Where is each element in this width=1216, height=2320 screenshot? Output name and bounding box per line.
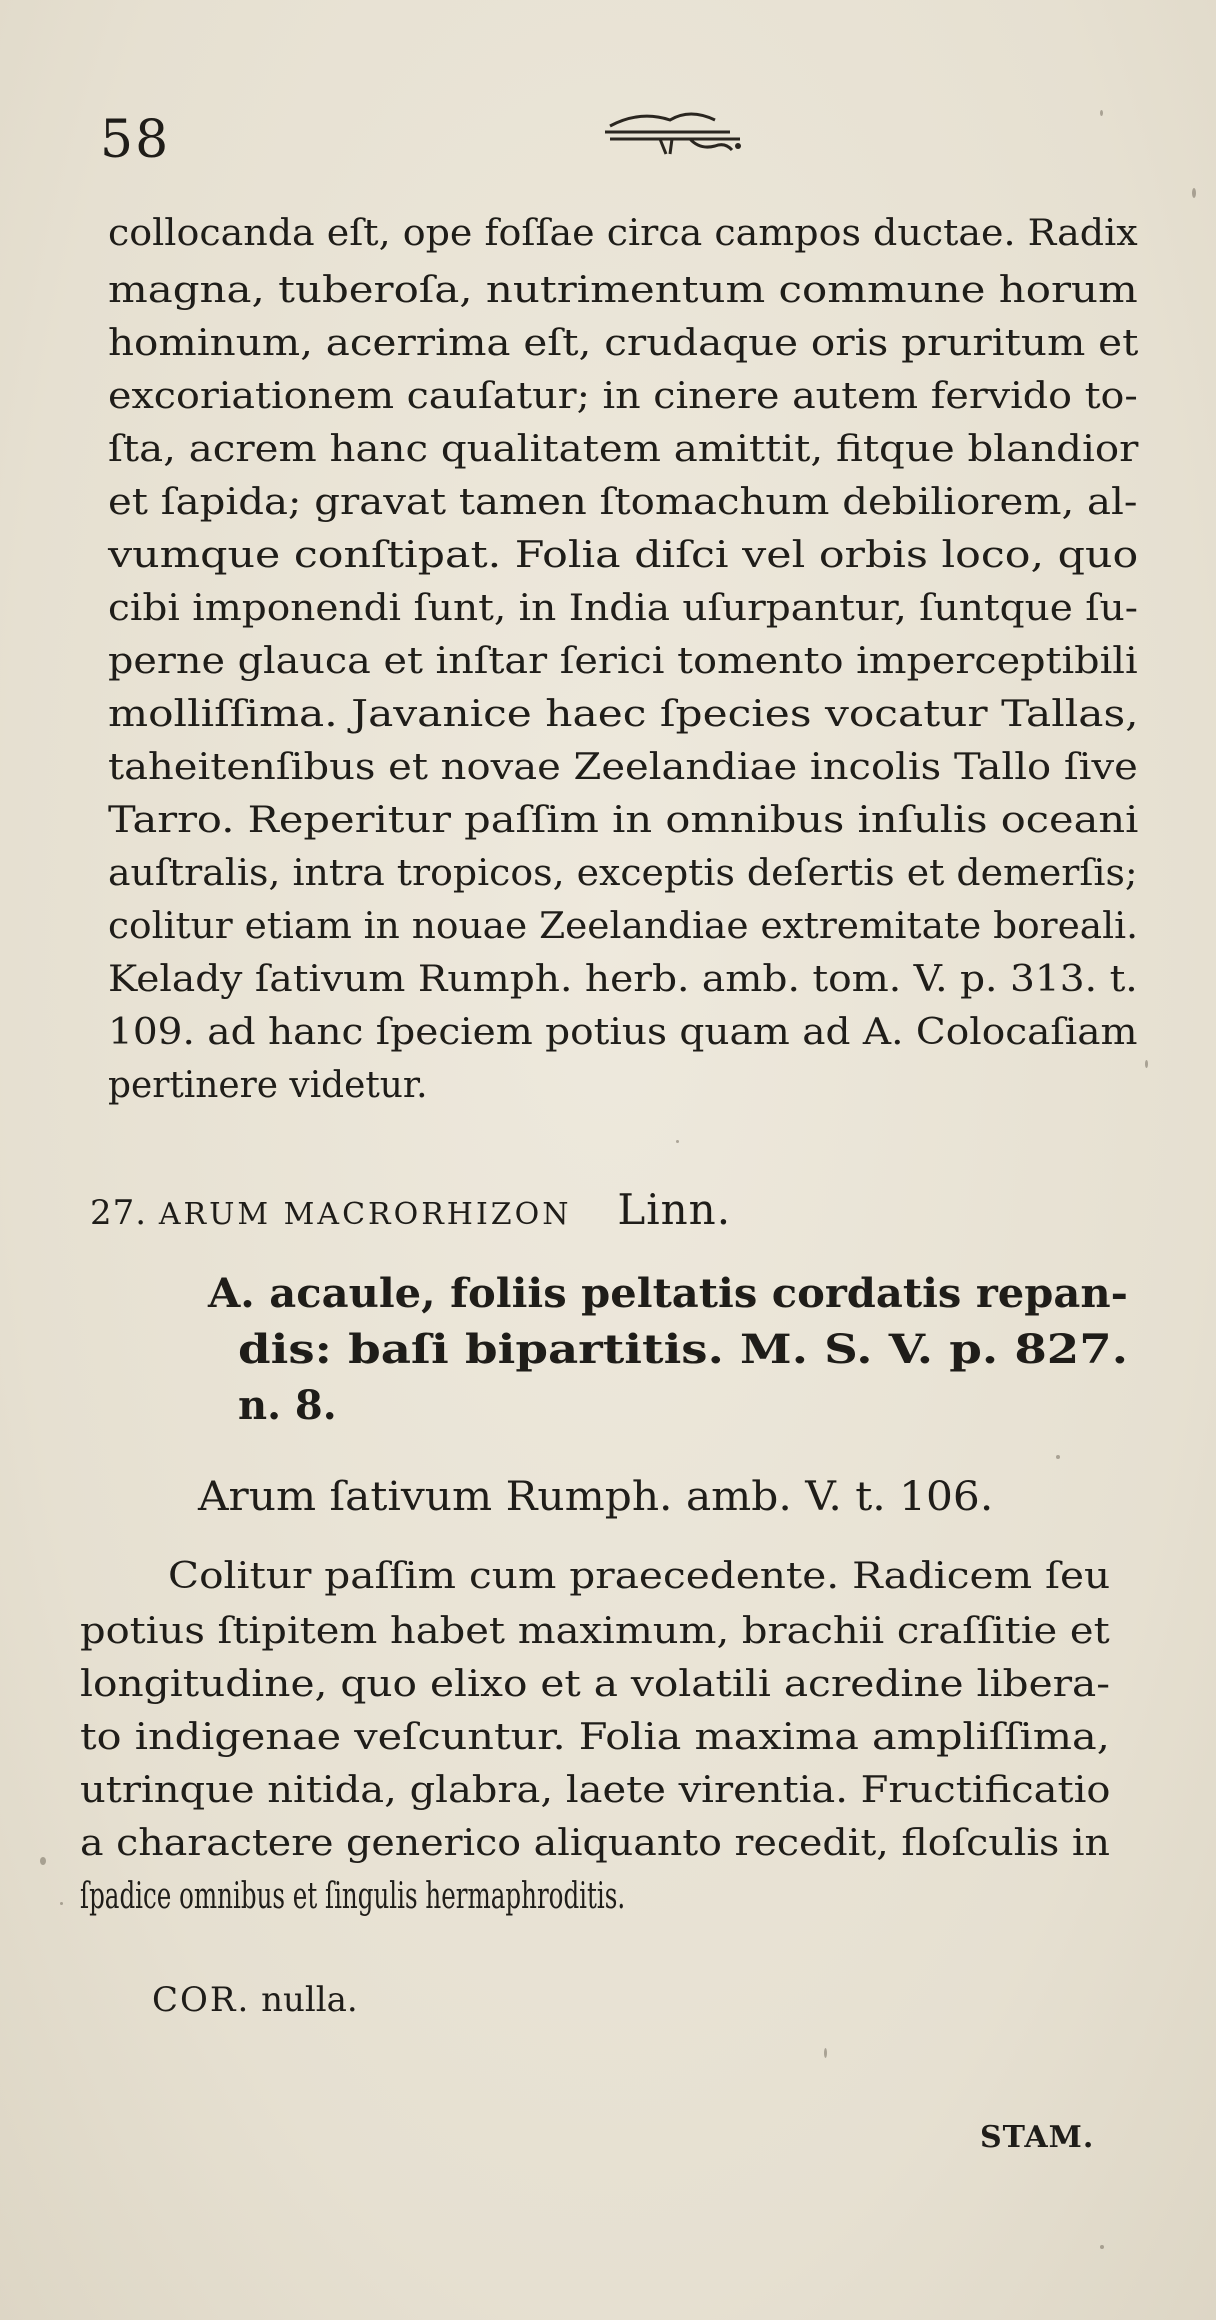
text-line: auſtralis, intra tropicos, exceptis deſertis et demerſis; bbox=[108, 853, 1138, 894]
text-line: Kelady ſativum Rumph. herb. amb. tom. V. p. 313. t. bbox=[108, 959, 1138, 1000]
paper-speck bbox=[824, 2048, 827, 2058]
diagnosis-line: n. 8. bbox=[238, 1382, 337, 1429]
text-line: hominum, acerrima eſt, crudaque oris pruritum et bbox=[108, 323, 1139, 364]
text-line: ſpadice omnibus et ſingulis hermaphroditis. bbox=[80, 1876, 626, 1917]
text-line: molliſſima. Javanice haec ſpecies vocatur Tallas, bbox=[108, 694, 1139, 735]
text-line: et ſapida; gravat tamen ſtomachum debiliorem, al- bbox=[108, 482, 1138, 523]
text-line: collocanda eſt, ope foſſae circa campos ductae. Radix bbox=[108, 213, 1138, 254]
text-line: magna, tuberoſa, nutrimentum commune horum bbox=[108, 270, 1138, 311]
text-line: cibi imponendi ſunt, in India uſurpantur, ſuntque ſu- bbox=[108, 588, 1138, 629]
text-line: a charactere generico aliquanto recedit, floſculis in bbox=[80, 1823, 1110, 1864]
text-line: Tarro. Reperitur paſſim in omnibus inſulis oceani bbox=[108, 800, 1139, 841]
species-name: ARUM MACRORHIZON bbox=[158, 1197, 572, 1232]
paper-speck bbox=[40, 1857, 46, 1865]
paper-speck bbox=[1100, 110, 1103, 116]
corolla-label: COR. bbox=[152, 1980, 251, 2020]
text-line: ſta, acrem hanc qualitatem amittit, fitque blandior bbox=[108, 429, 1139, 470]
corolla-text: nulla. bbox=[261, 1980, 358, 2020]
page-header bbox=[100, 100, 1150, 180]
diagnosis-line: dis: baſi bipartitis. M. S. V. p. 827. bbox=[238, 1326, 1128, 1373]
text-line: colitur etiam in nouae Zeelandiae extremitate boreali. bbox=[108, 906, 1139, 947]
text-line: taheitenſibus et novae Zeelandiae incolis Tallo ſive bbox=[108, 747, 1138, 788]
paper-speck bbox=[60, 1902, 63, 1905]
text-line: potius ſtipitem habet maximum, brachii craſſitie et bbox=[80, 1611, 1110, 1652]
corolla-entry bbox=[152, 1980, 358, 2020]
text-line: pertinere videtur. bbox=[108, 1065, 428, 1106]
text-line: longitudine, quo elixo et a volatili acredine libera- bbox=[80, 1664, 1111, 1705]
paper-speck bbox=[1100, 2245, 1104, 2249]
diagnosis-line: A. acaule, foliis peltatis cordatis repan- bbox=[208, 1270, 1128, 1317]
text-line: Colitur paſſim cum praecedente. Radicem ſeu bbox=[168, 1556, 1111, 1597]
text-line: to indigenae veſcuntur. Folia maxima ampliſſima, bbox=[80, 1717, 1110, 1758]
paper-speck bbox=[676, 1140, 679, 1143]
synonym: Arum ſativum Rumph. amb. V. t. 106. bbox=[198, 1474, 994, 1520]
species-authority: Linn. bbox=[617, 1185, 732, 1234]
species-number: 27. bbox=[90, 1193, 148, 1233]
species-heading bbox=[90, 1185, 731, 1234]
text-line: vumque conſtipat. Folia diſci vel orbis loco, quo bbox=[108, 535, 1139, 576]
paper-speck bbox=[1056, 1455, 1060, 1459]
text-line: excoriationem cauſatur; in cinere autem fervido to- bbox=[108, 376, 1138, 417]
paper-speck bbox=[1145, 1060, 1148, 1068]
header-ornament bbox=[500, 106, 830, 166]
paper-speck bbox=[1192, 188, 1196, 198]
text-line: perne glauca et inſtar ſerici tomento imperceptibili bbox=[108, 641, 1138, 682]
text-line: 109. ad hanc ſpeciem potius quam ad A. Colocaſiam bbox=[108, 1012, 1138, 1053]
catchword: STAM. bbox=[980, 2120, 1095, 2155]
text-line: utrinque nitida, glabra, laete virentia. Fructificatio bbox=[80, 1770, 1111, 1811]
page-number: 58 bbox=[100, 110, 171, 170]
